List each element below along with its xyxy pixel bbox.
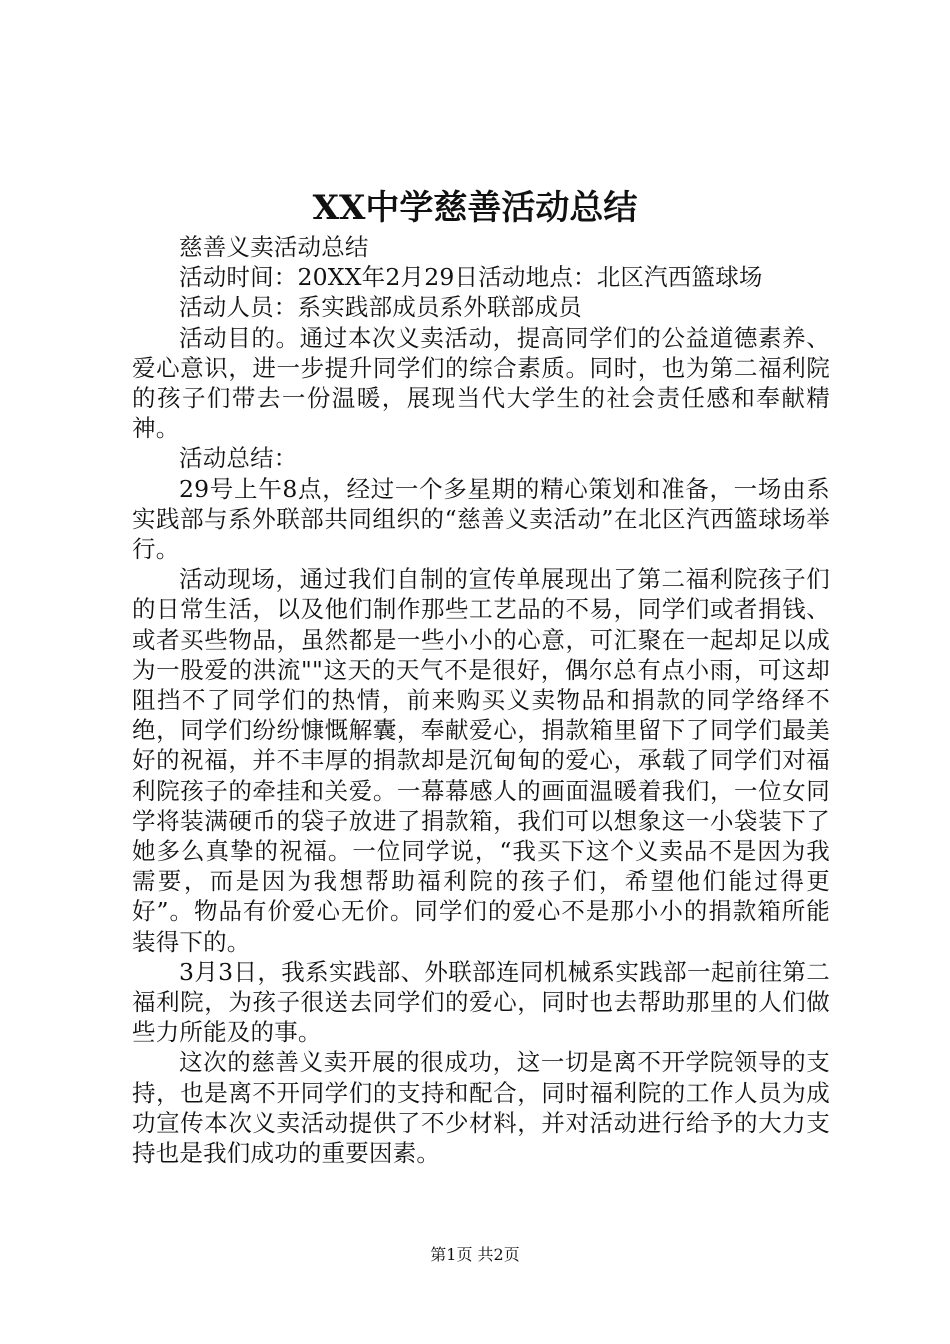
paragraph-event-start: 29号上午8点，经过一个多星期的精心策划和准备，一场由系实践部与系外联部共同组织的“慈善义卖活动”在北区汽西篮球场举行。 — [132, 474, 830, 564]
paragraph-purpose: 活动目的。通过本次义卖活动，提高同学们的公益道德素养、爱心意识，进一步提升同学们的综合素质。同时，也为第二福利院的孩子们带去一份温暖，展现当代大学生的社会责任感和奉献精神。 — [132, 323, 830, 443]
paragraph-personnel: 活动人员：系实践部成员系外联部成员 — [179, 293, 582, 322]
paragraph-subtitle: 慈善义卖活动总结 — [179, 233, 369, 261]
document-body — [132, 232, 830, 1168]
page-footer: 第1页 共2页 — [430, 1245, 520, 1264]
paragraph-summary-heading: 活动总结： — [179, 444, 298, 473]
paragraph-time-location: 活动时间：20XX年2月29日活动地点：北区汽西篮球场 — [179, 263, 763, 292]
paragraph-visit: 3月3日，我系实践部、外联部连同机械系实践部一起前往第二福利院，为孩子很送去同学们的爱心，同时也去帮助那里的人们做些力所能及的事。 — [132, 957, 830, 1047]
document-title: XX中学慈善活动总结 — [312, 188, 638, 228]
paragraph-conclusion: 这次的慈善义卖开展的很成功，这一切是离不开学院领导的支持，也是离不开同学们的支持和配合，同时福利院的工作人员为成功宣传本次义卖活动提供了不少材料，并对活动进行给予的大力支持也是我们成功的重要因素。 — [132, 1048, 830, 1168]
paragraph-event-scene: 活动现场，通过我们自制的宣传单展现出了第二福利院孩子们的日常生活，以及他们制作那些工艺品的不易，同学们或者捐钱、或者买些物品，虽然都是一些小小的心意，可汇聚在一起却足以成为一股爱的洪流""这天的天气不是很好，偶尔总有点小雨，可这却阻挡不了同学们的热情，前来购买义卖物品和捐款的同学络绎不绝，同学们纷纷慷慨解囊，奉献爱心，捐款箱里留下了同学们最美好的祝福，并不丰厚的捐款却是沉甸甸的爱心，承载了同学们对福利院孩子的牵挂和关爱。一幕幕感人的画面温暖着我们，一位女同学将装满硬币的袋子放进了捐款箱，我们可以想象这一小袋装下了她多么真挚的祝福。一位同学说，“我买下这个义卖品不是因为我需要，而是因为我想帮助福利院的孩子们，希望他们能过得更好”。物品有价爱心无价。同学们的爱心不是那小小的捐款箱所能装得下的。 — [132, 565, 830, 956]
